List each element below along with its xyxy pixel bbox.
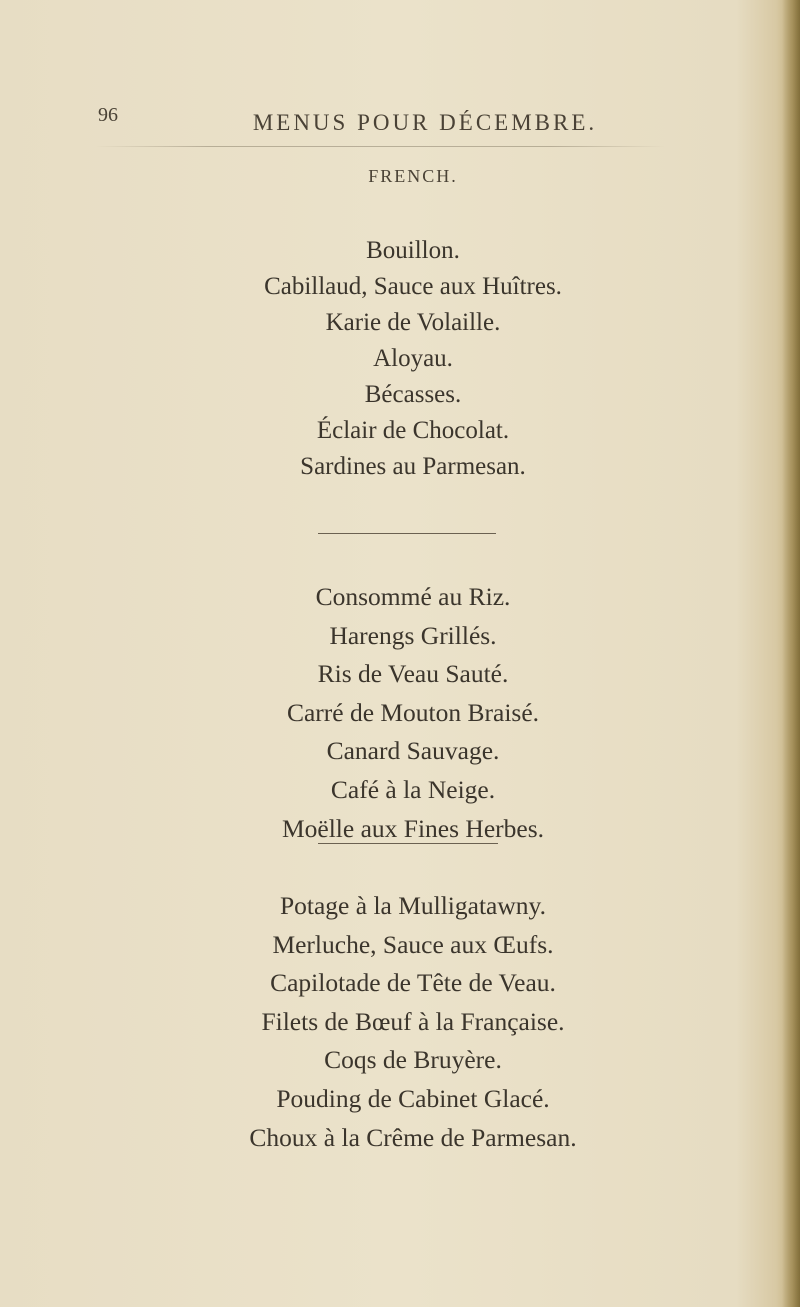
menu-item: Carré de Mouton Braisé. (286, 697, 540, 727)
menu-item: Canard Sauvage. (326, 736, 500, 766)
menu-item: Bouillon. (366, 237, 460, 264)
menu-item: Karie de Volaille. (325, 309, 501, 336)
menu-item: Aloyau. (373, 345, 453, 372)
menu-item: Pouding de Cabinet Glacé. (276, 1083, 550, 1113)
menu-item: Consommé au Riz. (315, 582, 511, 611)
menu-divider (318, 533, 496, 534)
menu-item: Potage à la Mulligatawny. (279, 891, 547, 920)
header-rule (95, 146, 665, 147)
menu-item: Ris de Veau Sauté. (317, 659, 509, 689)
running-head: MENUS POUR DÉCEMBRE. (252, 110, 598, 135)
menu-item: Choux à la Crême de Parmesan. (249, 1122, 577, 1152)
menu-item: Moëlle aux Fines Herbes. (281, 813, 545, 843)
menu-block-3 (0, 887, 800, 1157)
menu-item: Coqs de Bruyère. (324, 1045, 502, 1075)
menu-item: Harengs Grillés. (329, 620, 497, 650)
menu-item: Café à la Neige. (330, 774, 496, 804)
menu-item: Bécasses. (364, 381, 462, 408)
section-subtitle: FRENCH. (368, 166, 458, 186)
menu-item: Filets de Bœuf à la Française. (261, 1006, 565, 1036)
menu-divider (318, 843, 498, 844)
menu-item: Merluche, Sauce aux Œufs. (272, 929, 554, 959)
page-number: 96 (98, 104, 118, 126)
menu-block-1 (0, 233, 800, 485)
menu-item: Cabillaud, Sauce aux Huîtres. (264, 273, 562, 300)
menu-item: Capilotade de Tête de Veau. (270, 968, 556, 998)
menu-item: Sardines au Parmesan. (300, 453, 526, 480)
menu-block-2 (0, 578, 800, 848)
menu-item: Éclair de Chocolat. (316, 417, 510, 444)
